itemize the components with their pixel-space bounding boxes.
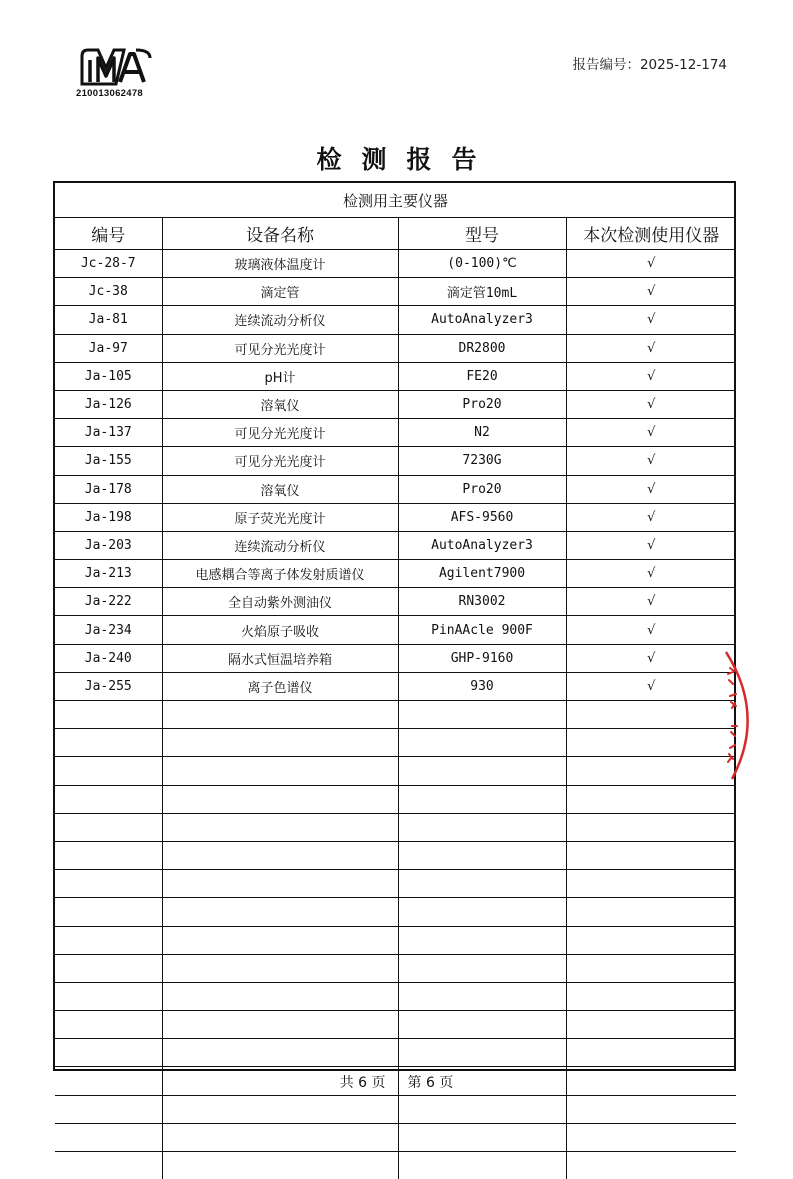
cell-code [55, 954, 162, 982]
table-row [55, 1011, 736, 1039]
current-page: 第 6 页 [408, 1075, 454, 1091]
cell-model [398, 1039, 566, 1067]
cell-name [162, 926, 398, 954]
cell-model: FE20 [398, 362, 566, 390]
cell-used-check [566, 982, 736, 1010]
table-row [55, 1095, 736, 1123]
cell-model [398, 898, 566, 926]
table-row [55, 475, 736, 503]
table-row [55, 785, 736, 813]
cell-used-check: √ [566, 419, 736, 447]
cell-code: Ja-203 [55, 531, 162, 559]
cell-model [398, 841, 566, 869]
table-row [55, 503, 736, 531]
cell-model: Agilent7900 [398, 560, 566, 588]
table-row [55, 588, 736, 616]
cell-used-check [566, 1152, 736, 1179]
cell-code: Jc-28-7 [55, 250, 162, 278]
table-row [55, 813, 736, 841]
cell-model [398, 926, 566, 954]
table-row [55, 334, 736, 362]
table-row [55, 362, 736, 390]
table-row [55, 841, 736, 869]
cell-model: 930 [398, 672, 566, 700]
cell-model: Pro20 [398, 475, 566, 503]
cell-used-check [566, 1039, 736, 1067]
cell-name: 原子荧光光度计 [162, 503, 398, 531]
table-row [55, 278, 736, 306]
cell-code: Ja-178 [55, 475, 162, 503]
table-row [55, 560, 736, 588]
table-row [55, 250, 736, 278]
cell-used-check: √ [566, 475, 736, 503]
cell-code: Ja-255 [55, 672, 162, 700]
cell-used-check [566, 898, 736, 926]
page-title: 检测报告 [0, 140, 793, 176]
cell-code: Ja-234 [55, 616, 162, 644]
cell-used-check: √ [566, 306, 736, 334]
cell-used-check: √ [566, 278, 736, 306]
table-row [55, 898, 736, 926]
cell-model [398, 729, 566, 757]
cell-name: 可见分光光度计 [162, 419, 398, 447]
cell-name: 电感耦合等离子体发射质谱仪 [162, 560, 398, 588]
report-number: 报告编号：2025-12-174 [572, 53, 727, 73]
cell-model: AutoAnalyzer3 [398, 306, 566, 334]
cell-used-check [566, 926, 736, 954]
cell-model [398, 870, 566, 898]
cell-model [398, 757, 566, 785]
cell-name: 火焰原子吸收 [162, 616, 398, 644]
cell-used-check [566, 870, 736, 898]
column-header-name: 设备名称 [162, 218, 398, 250]
cell-name [162, 841, 398, 869]
cell-code: Ja-213 [55, 560, 162, 588]
cell-model: AutoAnalyzer3 [398, 531, 566, 559]
cell-code: Ja-105 [55, 362, 162, 390]
cell-code: Jc-38 [55, 278, 162, 306]
cell-model [398, 1095, 566, 1123]
table-row [55, 870, 736, 898]
table-row [55, 419, 736, 447]
cell-code [55, 729, 162, 757]
cell-used-check [566, 813, 736, 841]
table-row [55, 757, 736, 785]
cell-model: DR2800 [398, 334, 566, 362]
cell-code [55, 926, 162, 954]
cell-code [55, 1095, 162, 1123]
table-row [55, 926, 736, 954]
cell-used-check: √ [566, 334, 736, 362]
cell-used-check: √ [566, 390, 736, 418]
cell-name [162, 729, 398, 757]
cell-name: 离子色谱仪 [162, 672, 398, 700]
cell-code [55, 1123, 162, 1151]
cell-model [398, 785, 566, 813]
cell-used-check: √ [566, 531, 736, 559]
column-header-code: 编号 [55, 218, 162, 250]
cell-model [398, 1152, 566, 1179]
cell-used-check: √ [566, 560, 736, 588]
table-row [55, 729, 736, 757]
cell-name [162, 1011, 398, 1039]
table-row [55, 306, 736, 334]
table-caption: 检测用主要仪器 [55, 183, 736, 218]
cell-used-check: √ [566, 447, 736, 475]
cell-name: 隔水式恒温培养箱 [162, 644, 398, 672]
cell-code [55, 870, 162, 898]
table-row [55, 1152, 736, 1179]
column-header-model: 型号 [398, 218, 566, 250]
table-row [55, 672, 736, 700]
cell-name: 溶氧仪 [162, 475, 398, 503]
cell-model: Pro20 [398, 390, 566, 418]
table-row [55, 954, 736, 982]
cell-code: Ja-97 [55, 334, 162, 362]
cell-used-check: √ [566, 362, 736, 390]
cell-name: 连续流动分析仪 [162, 306, 398, 334]
cell-model [398, 954, 566, 982]
cell-code [55, 1039, 162, 1067]
cell-used-check [566, 1095, 736, 1123]
cell-code [55, 841, 162, 869]
cell-used-check [566, 954, 736, 982]
cell-code: Ja-240 [55, 644, 162, 672]
cell-code: Ja-222 [55, 588, 162, 616]
table-row [55, 1039, 736, 1067]
column-header-used: 本次检测使用仪器 [566, 218, 736, 250]
cell-name [162, 1039, 398, 1067]
table-row [55, 616, 736, 644]
cell-code [55, 701, 162, 729]
table-row [55, 1123, 736, 1151]
cell-name [162, 701, 398, 729]
cell-name [162, 813, 398, 841]
cell-used-check [566, 1123, 736, 1151]
cell-model [398, 701, 566, 729]
table-row [55, 531, 736, 559]
cell-name [162, 785, 398, 813]
cell-used-check: √ [566, 588, 736, 616]
cell-name [162, 898, 398, 926]
instrument-table [53, 181, 736, 1071]
red-seal-stamp [706, 648, 766, 783]
page-footer [0, 1072, 793, 1092]
cell-name: pH计 [162, 362, 398, 390]
table-row [55, 644, 736, 672]
cell-name: 连续流动分析仪 [162, 531, 398, 559]
cell-code: Ja-81 [55, 306, 162, 334]
cell-name [162, 757, 398, 785]
cell-name: 可见分光光度计 [162, 334, 398, 362]
cell-used-check [566, 1011, 736, 1039]
cell-name [162, 954, 398, 982]
table-row [55, 390, 736, 418]
cell-code [55, 1152, 162, 1179]
cell-name: 溶氧仪 [162, 390, 398, 418]
cell-name [162, 870, 398, 898]
cell-model: AFS-9560 [398, 503, 566, 531]
cell-model: 7230G [398, 447, 566, 475]
cell-used-check: √ [566, 672, 736, 700]
cell-used-check [566, 841, 736, 869]
cell-model [398, 1123, 566, 1151]
table-row [55, 701, 736, 729]
cell-model [398, 1011, 566, 1039]
cma-code: 210013062478 [76, 88, 156, 99]
table-row [55, 447, 736, 475]
cell-name [162, 982, 398, 1010]
cell-code: Ja-137 [55, 419, 162, 447]
cell-code [55, 982, 162, 1010]
cell-code [55, 898, 162, 926]
cell-model [398, 813, 566, 841]
cell-used-check: √ [566, 503, 736, 531]
cell-code [55, 1011, 162, 1039]
cell-used-check: √ [566, 644, 736, 672]
cell-code: Ja-198 [55, 503, 162, 531]
cell-model: GHP-9160 [398, 644, 566, 672]
cell-name: 全自动紫外测油仪 [162, 588, 398, 616]
cell-model: (0-100)℃ [398, 250, 566, 278]
cell-name: 滴定管 [162, 278, 398, 306]
total-pages: 共 6 页 [340, 1075, 386, 1091]
cell-model [398, 982, 566, 1010]
cell-name [162, 1152, 398, 1179]
cell-code [55, 785, 162, 813]
cell-model: PinAAcle 900F [398, 616, 566, 644]
cell-code [55, 757, 162, 785]
cell-used-check [566, 785, 736, 813]
cell-code [55, 813, 162, 841]
cell-model: N2 [398, 419, 566, 447]
cell-used-check: √ [566, 250, 736, 278]
cell-code: Ja-155 [55, 447, 162, 475]
cell-model: RN3002 [398, 588, 566, 616]
cell-name [162, 1123, 398, 1151]
cell-name: 玻璃液体温度计 [162, 250, 398, 278]
cell-model: 滴定管10mL [398, 278, 566, 306]
cell-name [162, 1095, 398, 1123]
cell-name: 可见分光光度计 [162, 447, 398, 475]
table-row [55, 982, 736, 1010]
cell-used-check: √ [566, 616, 736, 644]
cell-code: Ja-126 [55, 390, 162, 418]
